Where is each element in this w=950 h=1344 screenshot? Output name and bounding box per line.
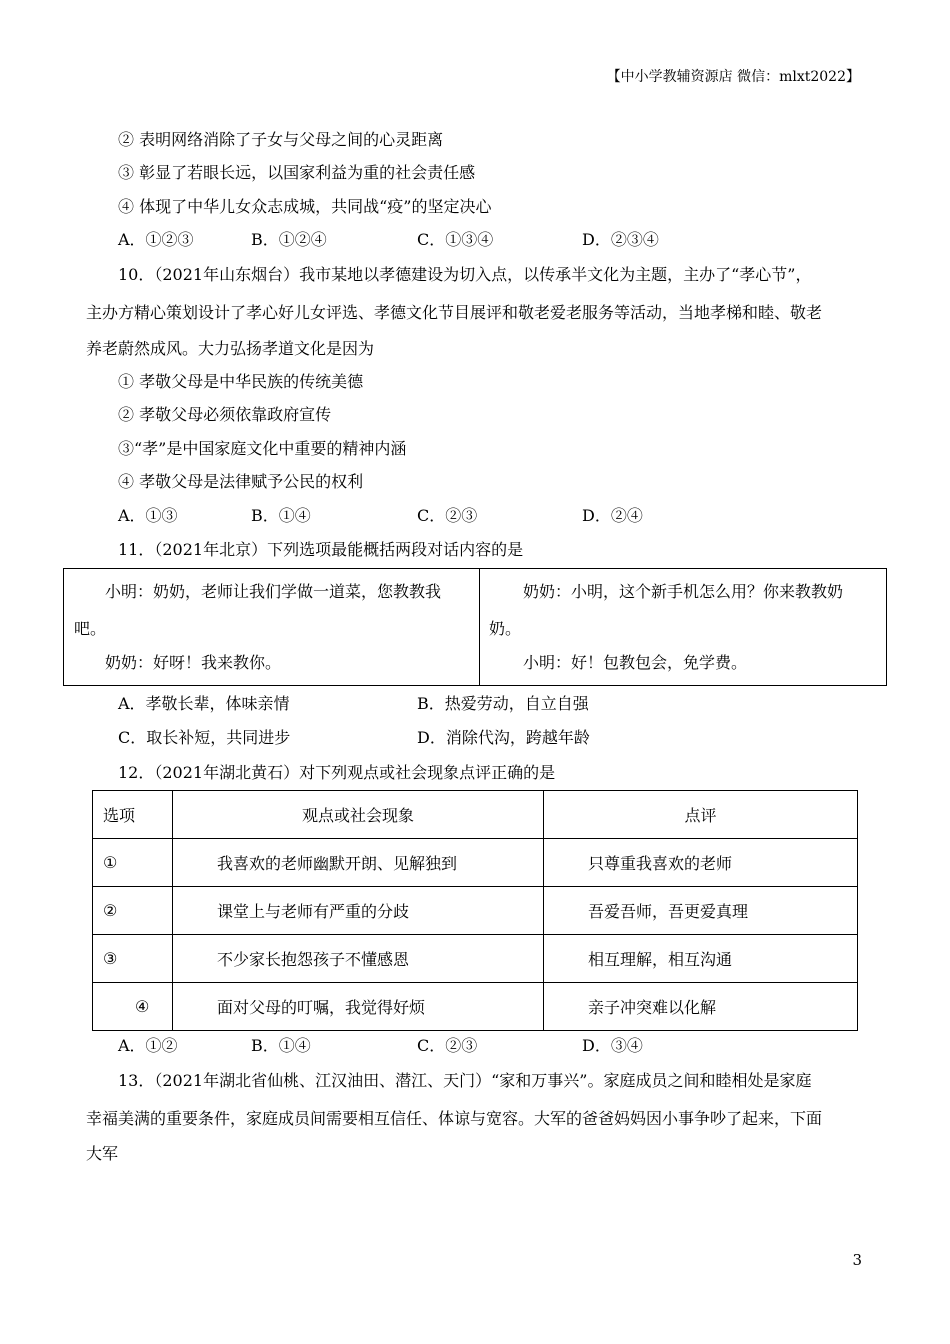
q9-statement-3: ③ 彰显了若眼长远，以国家利益为重的社会责任感 — [118, 163, 476, 182]
dialog-right-line-3: 小明：好！包教包会，免学费。 — [523, 653, 748, 672]
q9-option-a[interactable]: A．①②③ — [118, 230, 194, 249]
q10-option-b[interactable]: B．①④ — [251, 506, 311, 525]
row-view: 面对父母的叮嘱，我觉得好烦 — [173, 983, 544, 1031]
q11-option-c[interactable]: C．取长补短，共同进步 — [118, 728, 291, 747]
q10-statement-2: ② 孝敬父母必须依靠政府宣传 — [118, 405, 332, 424]
dialog-right-line-2: 奶。 — [489, 619, 522, 638]
q9-statement-4: ④ 体现了中华儿女众志成城，共同战“疫”的坚定决心 — [118, 197, 492, 216]
row-number: ① — [93, 839, 173, 887]
header-option: 选项 — [93, 791, 173, 839]
q10-stem-line-2: 主办方精心策划设计了孝心好儿女评选、孝德文化节目展评和敬老爱老服务等活动，当地孝梯和睦、敬老 — [86, 303, 823, 322]
dialog-right-line-1: 奶奶：小明，这个新手机怎么用？你来教教奶 — [523, 582, 844, 601]
q10-statement-3: ③“孝”是中国家庭文化中重要的精神内涵 — [118, 439, 407, 458]
row-number: ③ — [93, 935, 173, 983]
row-number: ② — [93, 887, 173, 935]
table-row — [93, 839, 858, 887]
row-number: ④ — [93, 983, 173, 1031]
q12-option-d[interactable]: D．③④ — [582, 1036, 643, 1055]
q12-option-a[interactable]: A．①② — [118, 1036, 178, 1055]
dialog-left-line-3: 奶奶：好呀！我来教你。 — [105, 653, 282, 672]
q11-stem: 11．（2021年北京）下列选项最能概括两段对话内容的是 — [118, 540, 524, 559]
q12-option-c[interactable]: C．②③ — [417, 1036, 478, 1055]
header-comment: 点评 — [544, 791, 858, 839]
q9-option-b[interactable]: B．①②④ — [251, 230, 327, 249]
table-row — [93, 935, 858, 983]
q10-option-d[interactable]: D．②④ — [582, 506, 643, 525]
q12-table — [92, 790, 858, 1031]
table-row — [93, 983, 858, 1031]
q11-option-b[interactable]: B．热爱劳动，自立自强 — [417, 694, 589, 713]
q13-stem-line-1: 13．（2021年湖北省仙桃、江汉油田、潜江、天门）“家和万事兴”。家庭成员之间和睦相处是家庭 — [118, 1071, 812, 1090]
table-header-row — [93, 791, 858, 839]
dialog-left-line-2: 吧。 — [74, 619, 107, 638]
q9-option-c[interactable]: C．①③④ — [417, 230, 494, 249]
dialog-box — [63, 568, 887, 686]
q10-statement-4: ④ 孝敬父母是法律赋予公民的权利 — [118, 472, 364, 491]
q10-stem-line-3: 养老蔚然成风。大力弘扬孝道文化是因为 — [86, 339, 375, 358]
row-view: 我喜欢的老师幽默开朗、见解独到 — [173, 839, 544, 887]
row-view: 不少家长抱怨孩子不懂感恩 — [173, 935, 544, 983]
q10-stem-line-1: 10．（2021年山东烟台）我市某地以孝德建设为切入点，以传承半文化为主题，主办了“孝心节”， — [118, 265, 812, 284]
dialog-left — [64, 569, 480, 685]
q10-option-a[interactable]: A．①③ — [118, 506, 178, 525]
row-comment: 亲子冲突难以化解 — [544, 983, 858, 1031]
page-number: 3 — [852, 1251, 862, 1269]
q13-stem-line-3: 大军 — [86, 1144, 119, 1163]
header-view: 观点或社会现象 — [173, 791, 544, 839]
resource-header: 【中小学教辅资源店 微信：mlxt2022】 — [606, 69, 860, 85]
row-comment: 吾爱吾师，吾更爱真理 — [544, 887, 858, 935]
q12-stem: 12．（2021年湖北黄石）对下列观点或社会现象点评正确的是 — [118, 763, 556, 782]
q9-statement-2: ② 表明网络消除了子女与父母之间的心灵距离 — [118, 130, 444, 149]
q13-stem-line-2: 幸福美满的重要条件，家庭成员间需要相互信任、体谅与宽容。大军的爸爸妈妈因小事争吵了起来，下面 — [86, 1109, 823, 1128]
q11-option-a[interactable]: A．孝敬长辈，体味亲情 — [118, 694, 290, 713]
row-comment: 只尊重我喜欢的老师 — [544, 839, 858, 887]
row-view: 课堂上与老师有严重的分歧 — [173, 887, 544, 935]
dialog-right — [479, 569, 886, 685]
q12-option-b[interactable]: B．①④ — [251, 1036, 311, 1055]
q10-statement-1: ① 孝敬父母是中华民族的传统美德 — [118, 372, 364, 391]
q10-option-c[interactable]: C．②③ — [417, 506, 478, 525]
dialog-left-line-1: 小明：奶奶，老师让我们学做一道菜，您教教我 — [105, 582, 442, 601]
row-comment: 相互理解，相互沟通 — [544, 935, 858, 983]
q11-option-d[interactable]: D．消除代沟，跨越年龄 — [417, 728, 590, 747]
table-row — [93, 887, 858, 935]
q9-option-d[interactable]: D．②③④ — [582, 230, 659, 249]
